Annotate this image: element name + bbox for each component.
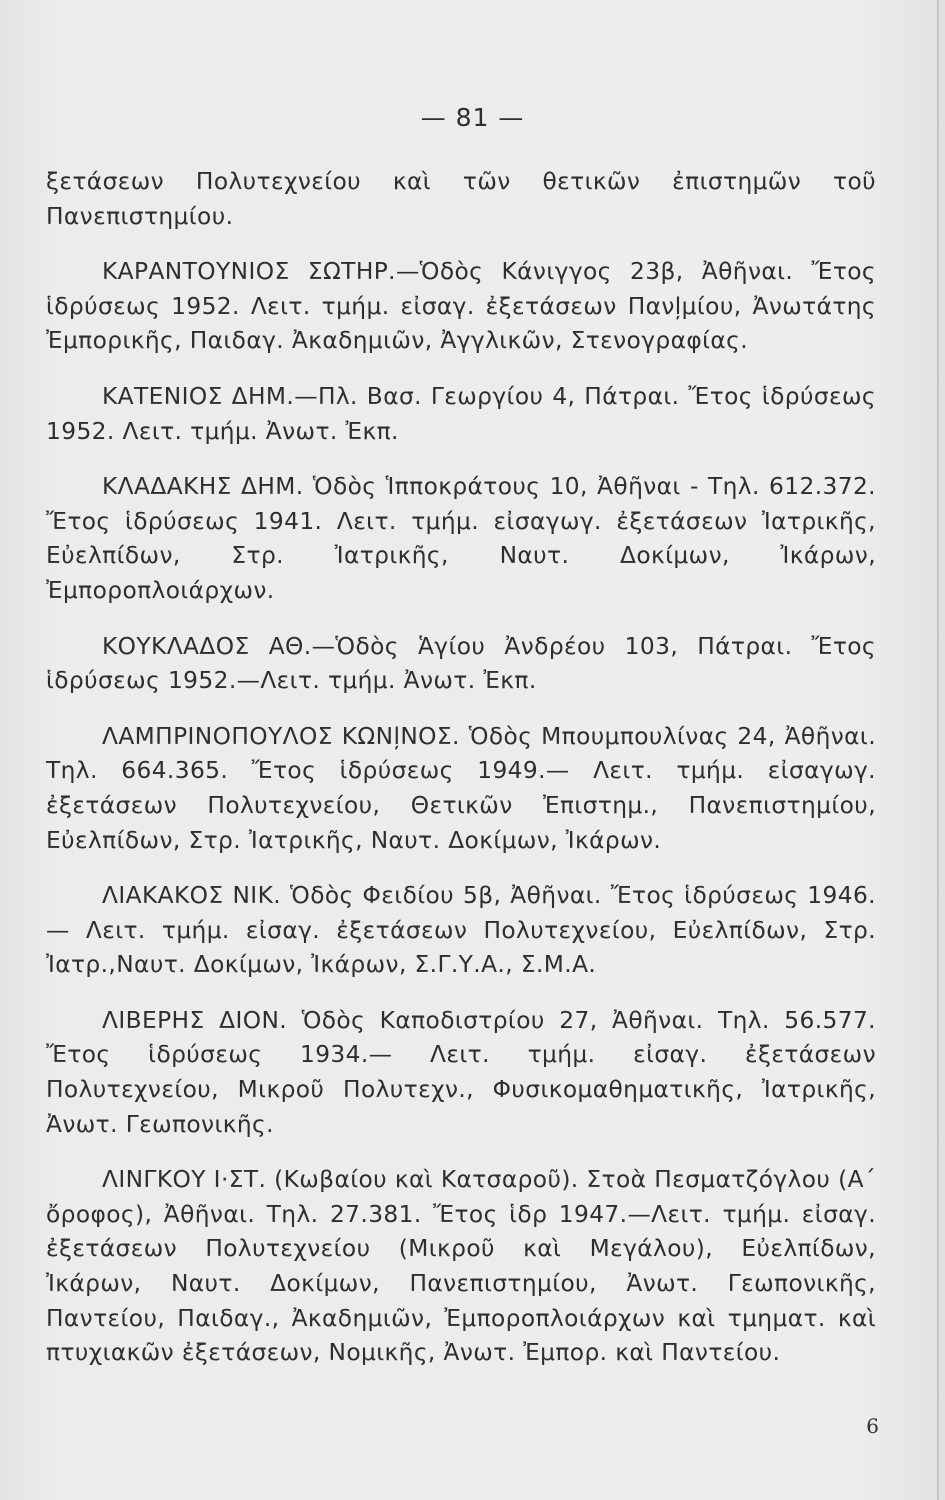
page-number: — 81 — — [420, 103, 525, 132]
body-text — [46, 165, 876, 1392]
entry-kouklados: ΚΟΥΚΛΑΔΟΣ ΑΘ.—Ὁδὸς Ἁγίου Ἀνδρέου 103, Πάτραι. Ἔτος ἱδρύσεως 1952.—Λειτ. τμήμ. Ἀνωτ. Ἐκπ. — [46, 632, 876, 695]
page-edge — [937, 0, 939, 1500]
entry-kladakis: ΚΛΑΔΑΚΗΣ ΔΗΜ. Ὁδὸς Ἱπποκράτους 10, Ἀθῆναι - Τηλ. 612.372. Ἔτος ἱδρύσεως 1941. Λειτ. τμήμ. εἰσαγωγ. ἐξετάσεων Ἰατρικῆς, Εὐελπίδων, Στρ. Ἰατρικῆς, Ναυτ. Δοκίμων, Ἰκάρων, Ἐμποροπλοιάρχων. — [46, 473, 876, 604]
signature-mark: 6 — [866, 1414, 879, 1438]
entry-liveris: ΛΙΒΕΡΗΣ ΔΙΟΝ. Ὁδὸς Καποδιστρίου 27, Ἀθῆναι. Τηλ. 56.577. Ἔτος ἱδρύσεως 1934.— Λειτ. τμήμ. εἰσαγ. ἐξετάσεων Πολυτεχνείου, Μικροῦ Πολυτεχν., Φυσικομαθηματικῆς, Ἰατρικῆς, Ἀνωτ. Γεωπονικῆς. — [46, 1006, 876, 1138]
entry-lamprinopoulos: ΛΑΜΠΡΙΝΟΠΟΥΛΟΣ ΚΩΝļΝΟΣ. Ὁδὸς Μπουμπουλίνας 24, Ἀθῆναι. Τηλ. 664.365. Ἔτος ἱδρύσεως 1949.— Λειτ. τμήμ. εἰσαγωγ. ἐξετάσεων Πολυτεχνείου, Θετικῶν Ἐπιστημ., Πανεπιστημίου, Εὐελπίδων, Στρ. Ἰατρικῆς, Ναυτ. Δοκίμων, Ἰκάρων. — [46, 722, 876, 854]
entry-liakakos: ΛΙΑΚΑΚΟΣ ΝΙΚ. Ὁδὸς Φειδίου 5β, Ἀθῆναι. Ἔτος ἱδρύσεως 1946.— Λειτ. τμήμ. εἰσαγ. ἐξετάσεων Πολυτεχνείου, Εὐελπίδων, Στρ. Ἰατρ.,Ναυτ. Δοκίμων, Ἰκάρων, Σ.Γ.Υ.Α., Σ.Μ.Α. — [46, 882, 876, 979]
paragraph-continuation: ξετάσεων Πολυτεχνείου καὶ τῶν θετικῶν ἐπιστημῶν τοῦ Πανεπιστημίου. — [46, 168, 876, 230]
entry-lingkou: ΛΙΝΓΚΟΥ Ι·ΣΤ. (Κωβαίου καὶ Κατσαροῦ). Στοὰ Πεσματζόγλου (Α΄ ὄροφος), Ἀθῆναι. Τηλ. 27.381. Ἔτος ἱδρ 1947.—Λειτ. τμήμ. εἰσαγ. ἐξετάσεων Πολυτεχνείου (Μικροῦ καὶ Μεγάλου), Εὐελπίδων, Ἰκάρων, Ναυτ. Δοκίμων, Πανεπιστημίου, Ἀνωτ. Γεωπονικῆς, Παντείου, Παιδαγ., Ἀκαδημιῶν, Ἐμποροπλοιάρχων καὶ τμηματ. καὶ πτυχιακῶν ἐξετάσεων, Νομικῆς, Ἀνωτ. Ἐμπορ. καὶ Παντείου. — [46, 1166, 876, 1367]
entry-karantounios: ΚΑΡΑΝΤΟΥΝΙΟΣ ΣΩΤΗΡ.—Ὁδὸς Κάνιγγος 23β, Ἀθῆναι. Ἔτος ἱδρύσεως 1952. Λειτ. τμήμ. εἰσαγ. ἐξετάσεων Πανļμίου, Ἀνωτάτης Ἐμπορικῆς, Παιδαγ. Ἀκαδημιῶν, Ἀγγλικῶν, Στενογραφίας. — [46, 258, 876, 355]
entry-katenios: ΚΑΤΕΝΙΟΣ ΔΗΜ.—Πλ. Βασ. Γεωργίου 4, Πάτραι. Ἔτος ἱδρύσεως 1952. Λειτ. τμήμ. Ἀνωτ. Ἐκπ. — [46, 382, 876, 445]
